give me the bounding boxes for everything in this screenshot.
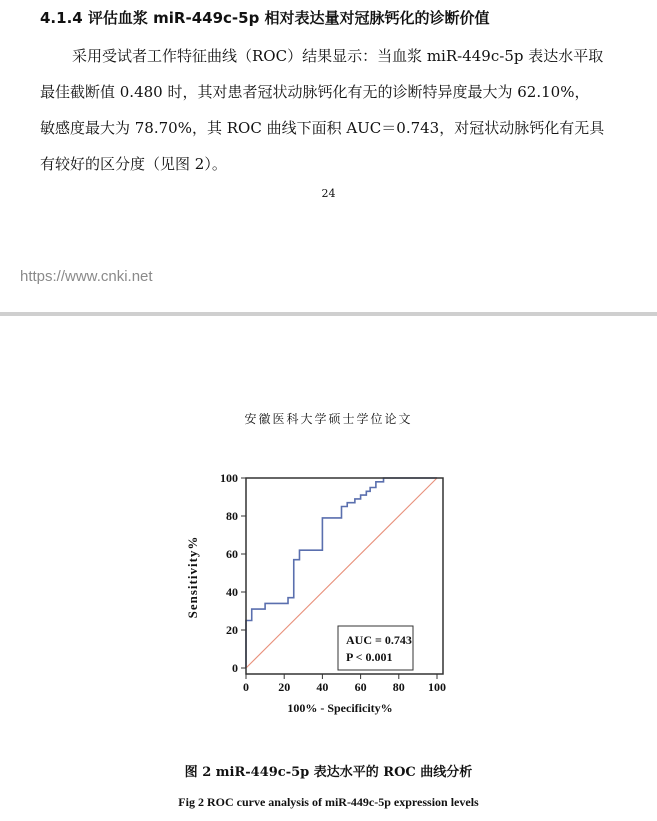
source-watermark: https://www.cnki.net [20,268,153,285]
body-paragraph [40,38,620,182]
x-tick-label: 20 [278,680,291,694]
paragraph-line: 采用受试者工作特征曲线（ROC）结果显示：当血浆 miR-449c-5p 表达水平取 [72,47,604,65]
paragraph-line: 有较好的区分度（见图 2）。 [40,155,227,173]
x-tick-label: 80 [392,680,405,694]
y-tick-label: 80 [226,509,238,523]
x-tick-label: 40 [316,680,329,694]
figure-caption-en: Fig 2 ROC curve analysis of miR-449c-5p expression levels [178,795,479,809]
x-tick-label: 60 [354,680,367,694]
y-tick-label: 100 [220,471,238,485]
y-axis-label: Sensitivity% [185,535,200,619]
auc-label: AUC = 0.743 [346,633,412,647]
y-tick-label: 60 [226,547,238,561]
paragraph-line: 敏感度最大为 78.70%，其 ROC 曲线下面积 AUC＝0.743，对冠状动脉钙化有无具 [40,119,605,137]
paragraph-line: 最佳截断值 0.480 时，其对患者冠状动脉钙化有无的诊断特异度最大为 62.10%， [40,83,590,101]
page-divider [0,312,657,316]
running-header: 安徽医科大学硕士学位论文 [244,412,413,426]
y-tick-label: 40 [226,585,238,599]
section-heading: 4.1.4 评估血浆 miR-449c-5p 相对表达量对冠脉钙化的诊断价值 [40,9,490,27]
x-axis-label: 100% - Specificity% [287,701,393,715]
y-tick-label: 20 [226,623,238,637]
p-value-label: P < 0.001 [346,650,393,664]
page-number: 24 [321,187,336,200]
x-tick-label: 0 [243,680,249,694]
x-tick-label: 100 [428,680,446,694]
y-tick-label: 0 [232,661,238,675]
figure-caption-cn: 图 2 miR-449c-5p 表达水平的 ROC 曲线分析 [184,765,473,780]
roc-chart [180,460,470,720]
